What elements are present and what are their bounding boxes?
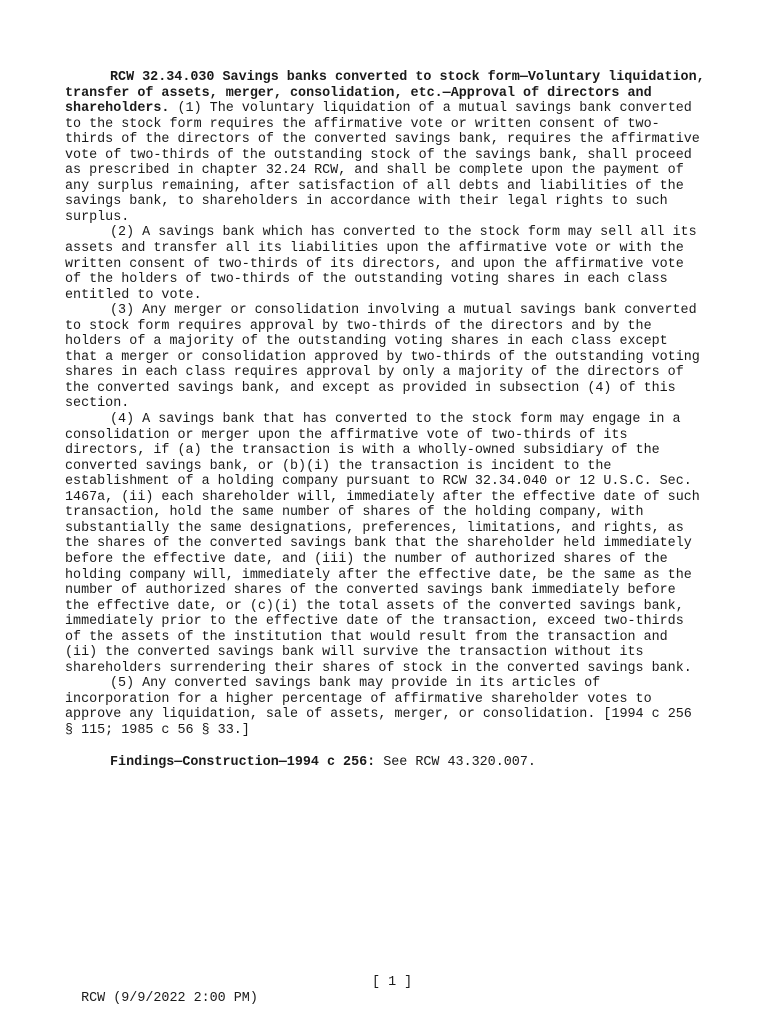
paragraph-1: (1) The voluntary liquidation of a mutual savings bank converted to the stock form requires the affirmative vote or written consent of two-thirds of the directors of the converted savings bank, requires the affirmative vote of two-thirds of the outstanding stock of the savings bank, shall proceed as prescribed in chapter 32.24 RCW, and shall be complete upon the payment of any surplus remaining, after satisfaction of all debts and liabilities of the savings bank, to shareholders in accordance with their legal rights to such surplus.	[65, 101, 700, 225]
paragraph-2: (2) A savings bank which has converted to the stock form may sell all its assets and transfer all its liabilities upon the affirmative vote or with the written consent of two-thirds of its directors, and upon the affirmative vote of the holders of two-thirds of the outstanding voting shares in each class entitled to vote.	[65, 225, 697, 303]
section-heading: RCW 32.34.030 Savings banks converted to stock form—Voluntary liquidation, transfer of assets, merger, consolidation, etc.—Approval of directors and shareholders.	[65, 70, 705, 117]
footer-timestamp: RCW (9/9/2022 2:00 PM)	[81, 991, 258, 1006]
findings-label: Findings—Construction—1994 c 256:	[110, 754, 376, 770]
page-number: [ 1 ]	[372, 975, 413, 990]
findings-text: See RCW 43.320.007.	[375, 754, 536, 770]
paragraph-3: (3) Any merger or consolidation involving a mutual savings bank converted to stock form requires approval by two-thirds of the directors and by the holders of a majority of the outstanding voting shares in each class except that a merger or consolidation approved by two-thirds of the outstanding voting shares in each class requires approval by only a majority of the directors of the converted savings bank, and except as provided in subsection (4) of this section.	[65, 303, 700, 412]
page-footer	[65, 975, 705, 1023]
history-citation: [1994 c 256 § 115; 1985 c 56 § 33.]	[65, 707, 692, 738]
section-1	[65, 70, 705, 225]
document-body	[65, 70, 705, 770]
findings-note	[65, 755, 705, 771]
paragraph-5-text: (5) Any converted savings bank may provide in its articles of incorporation for a higher percentage of affirmative shareholder votes to approve any liquidation, sale of assets, merger, or consolidation.	[65, 676, 652, 723]
paragraph-5	[65, 676, 705, 738]
paragraph-4: (4) A savings bank that has converted to the stock form may engage in a consolidation or merger upon the affirmative vote of two-thirds of its directors, if (a) the transaction is with a wholly-owned subsidiary of the converted savings bank, or (b)(i) the transaction is incident to the establishment of a holding company pursuant to RCW 32.34.040 or 12 U.S.C. Sec. 1467a, (ii) each shareholder will, immediately after the effective date of such transaction, hold the same number of shares of the holding company, with substantially the same designations, preferences, limitations, and rights, as the shares of the converted savings bank that the shareholder held immediately before the effective date, and (iii) the number of authorized shares of the holding company will, immediately after the effective date, be the same as the number of authorized shares of the converted savings bank immediately before the effective date, or (c)(i) the total assets of the converted savings bank, immediately prior to the effective date of the transaction, exceed two-thirds of the assets of the institution that would result from the transaction and (ii) the converted savings bank will survive the transaction without its shareholders surrendering their shares of stock in the converted savings bank.	[65, 412, 700, 676]
